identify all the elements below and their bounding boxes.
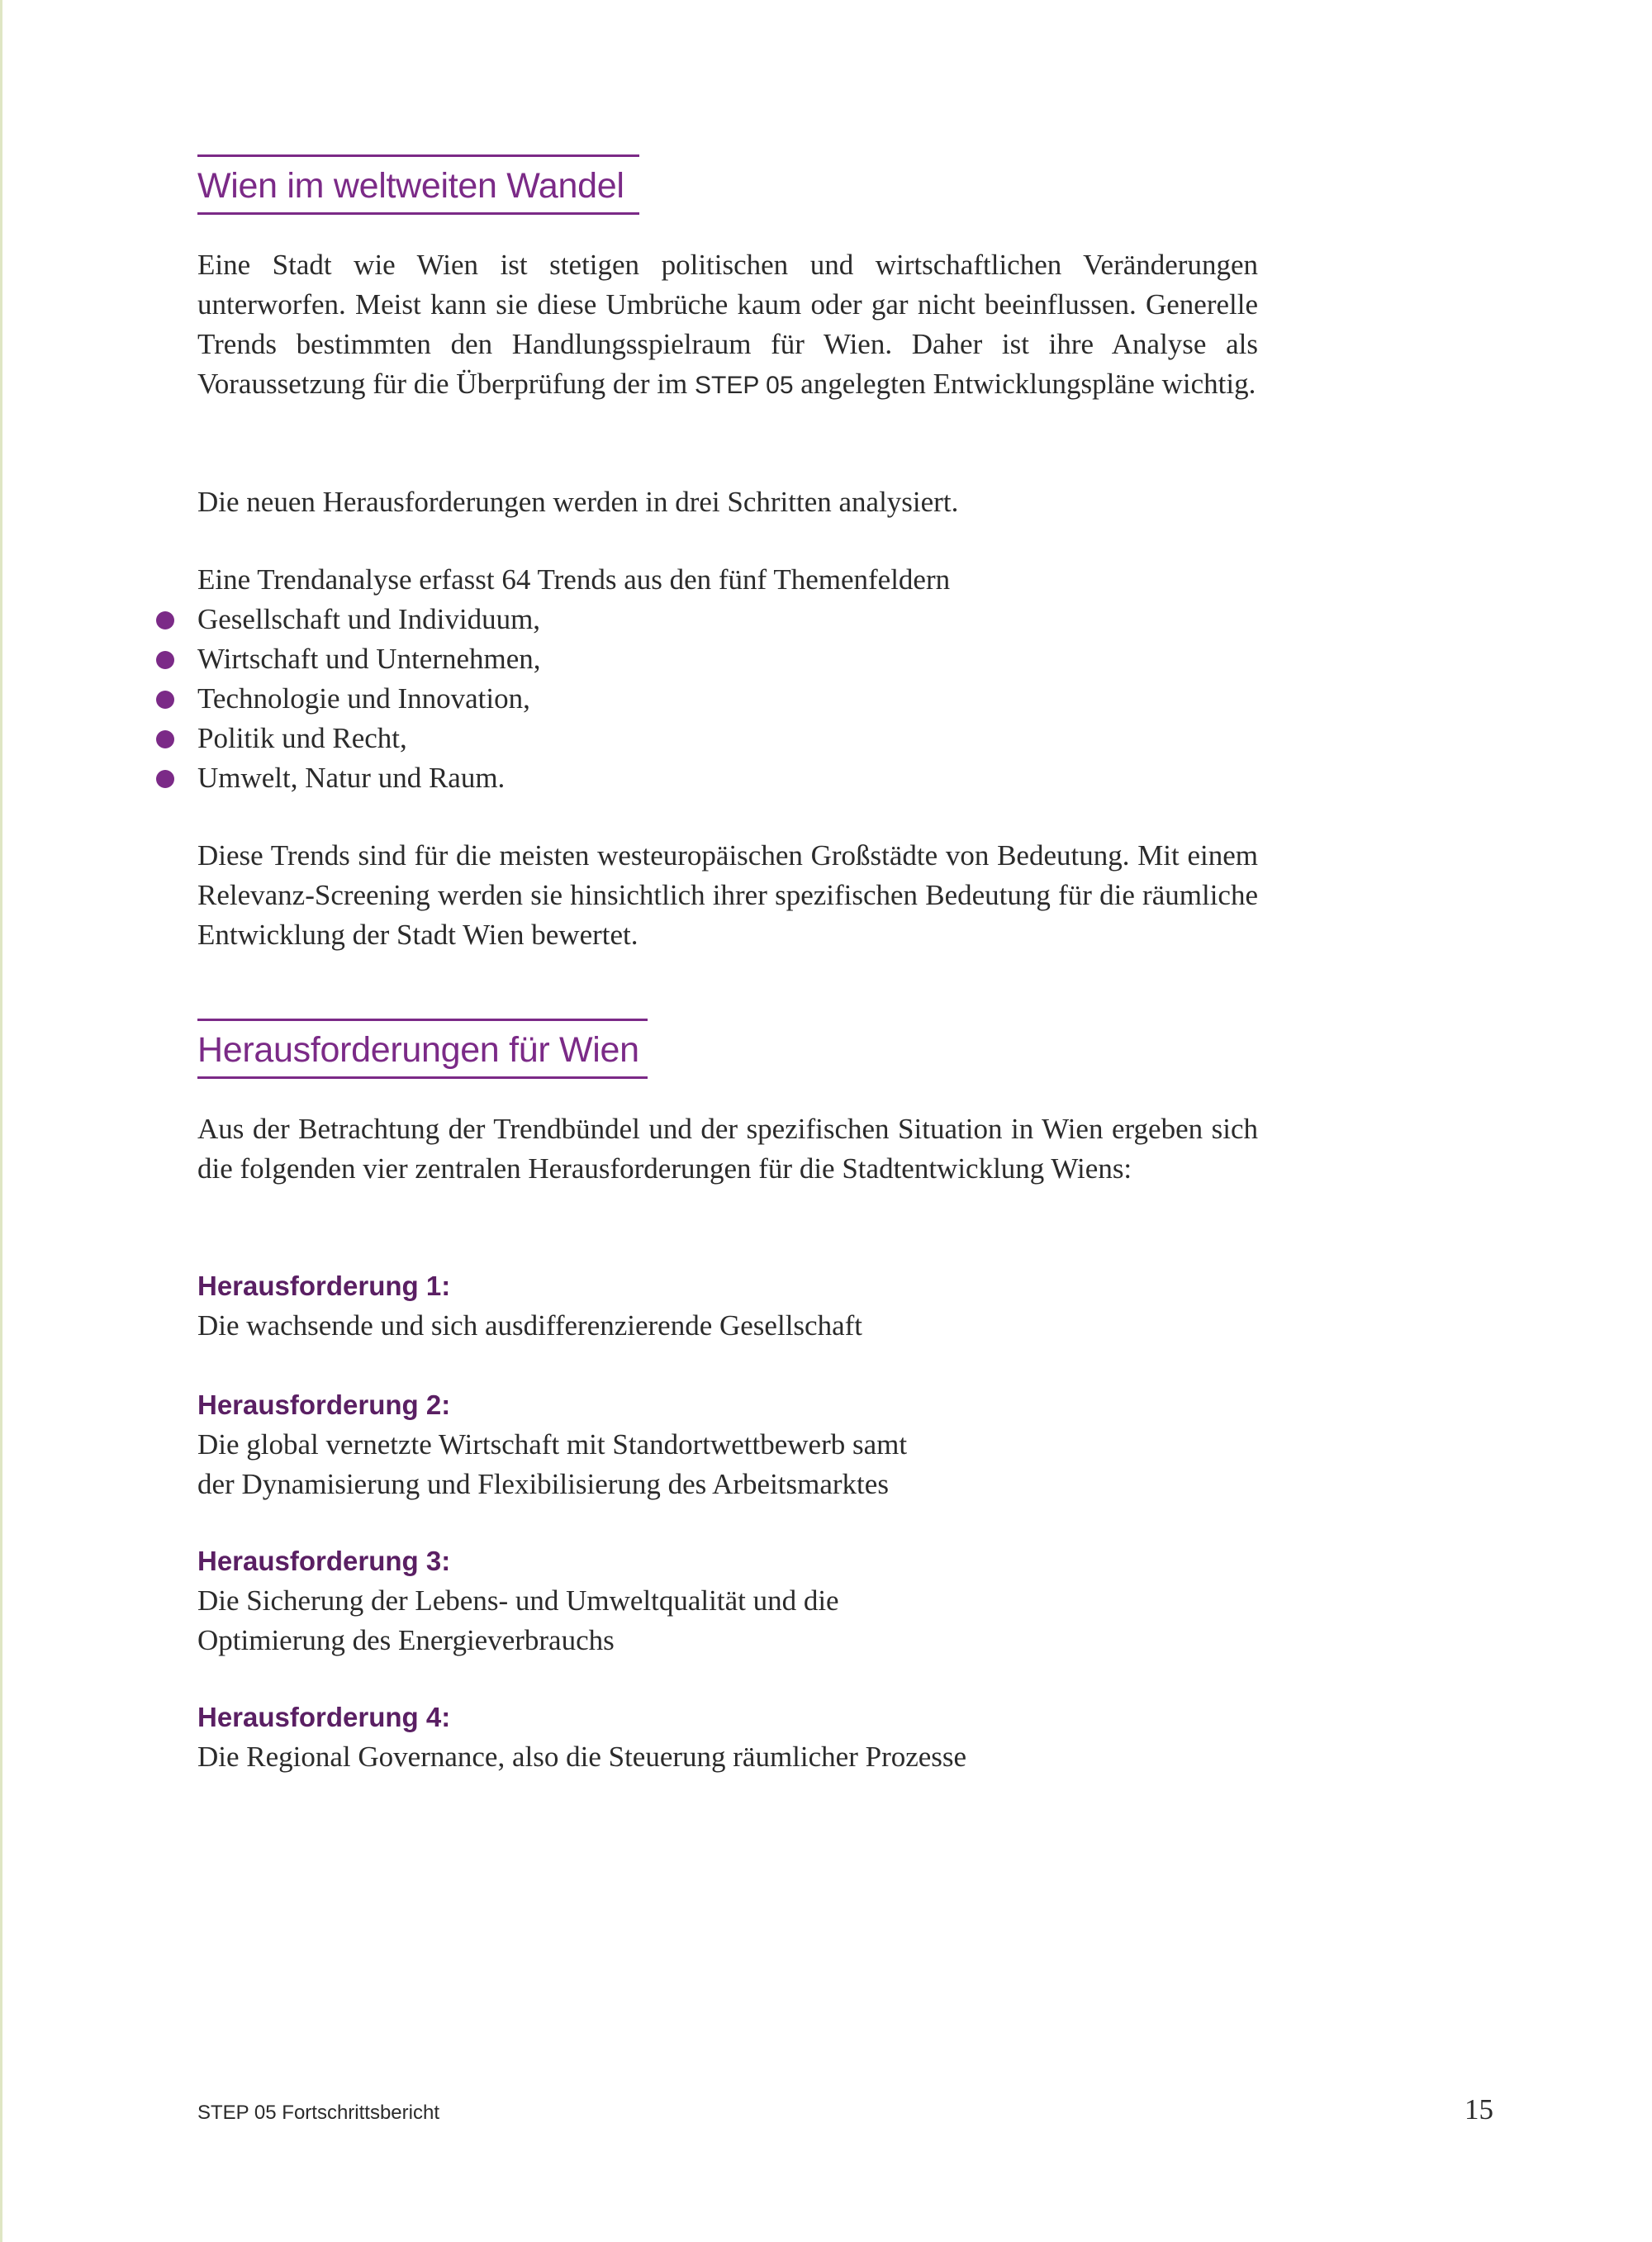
challenge-2-text-line2: der Dynamisierung und Flexibilisierung des Arbeitsmarktes [197,1468,889,1500]
list-item [156,639,541,679]
list-item [156,719,541,758]
section-heading-herausforderungen: Herausforderungen für Wien [197,1019,648,1079]
themenfelder-list [156,600,541,798]
page-number: 15 [1464,2093,1493,2126]
bullet-icon [156,730,174,748]
intro-paragraph-part2: angelegten Entwicklungspläne wichtig. [793,368,1256,400]
challenge-1-text: Die wachsende und sich ausdifferenzierende Gesellschaft [197,1309,862,1342]
list-item [156,600,541,639]
list-item-label: Politik und Recht, [197,722,407,754]
section-heading-wandel: Wien im weltweiten Wandel [197,154,639,215]
list-item [156,758,541,798]
challenge-4-text: Die Regional Governance, also die Steuerung räumlicher Prozesse [197,1741,967,1773]
challenge-2-text-line1: Die global vernetzte Wirtschaft mit Standortwettbewerb samt [197,1428,908,1461]
challenge-4-title: Herausforderung 4: [197,1702,451,1732]
challenge-1-title: Herausforderung 1: [197,1271,451,1301]
analysis-steps-paragraph: Die neuen Herausforderungen werden in drei Schritten analysiert. [197,486,959,518]
list-item-label: Wirtschaft und Unternehmen, [197,643,541,675]
bullet-icon [156,691,174,709]
intro-paragraph [197,245,1258,406]
step-abbreviation: STEP 05 [694,372,794,399]
bullet-icon [156,611,174,629]
challenges-intro-paragraph: Aus der Betrachtung der Trendbündel und der spezifischen Situation in Wien ergeben sich die folgenden vier zentralen Herausforderungen für die Stadtentwicklung Wiens: [197,1113,1258,1185]
list-item-label: Technologie und Innovation, [197,682,530,715]
footer-document-title: STEP 05 Fortschrittsbericht [197,2102,439,2124]
list-item [156,679,541,719]
bullet-icon [156,651,174,669]
list-item-label: Gesellschaft und Individuum, [197,603,541,635]
list-item-label: Umwelt, Natur und Raum. [197,762,506,794]
challenge-2-title: Herausforderung 2: [197,1389,451,1420]
bullet-icon [156,770,174,788]
trends-relevance-paragraph: Diese Trends sind für die meisten westeuropäischen Großstädte von Bedeutung. Mit einem Relevanz-Screening werden sie hinsichtlich ihrer spezifischen Bedeutung für die räumliche Entwicklung der Stadt Wien bewertet. [197,839,1258,951]
challenge-3-title: Herausforderung 3: [197,1546,451,1576]
page-left-border [0,0,2,2242]
intro-paragraph-part1: Eine Stadt wie Wien ist stetigen politischen und wirtschaftlichen Veränderungen unterworfen. Meist kann sie diese Umbrüche kaum oder gar nicht beeinflussen. Generelle Trends bestimmten den Handlungsspielraum für Wien. Daher ist ihre Analyse als Voraussetzung für die Überprüfung der im [197,249,1258,400]
challenge-3-text-line2: Optimierung des Energieverbrauchs [197,1624,615,1656]
challenge-3-text-line1: Die Sicherung der Lebens- und Umweltqualität und die [197,1584,839,1617]
trend-analysis-intro: Eine Trendanalyse erfasst 64 Trends aus den fünf Themenfeldern [197,563,951,596]
